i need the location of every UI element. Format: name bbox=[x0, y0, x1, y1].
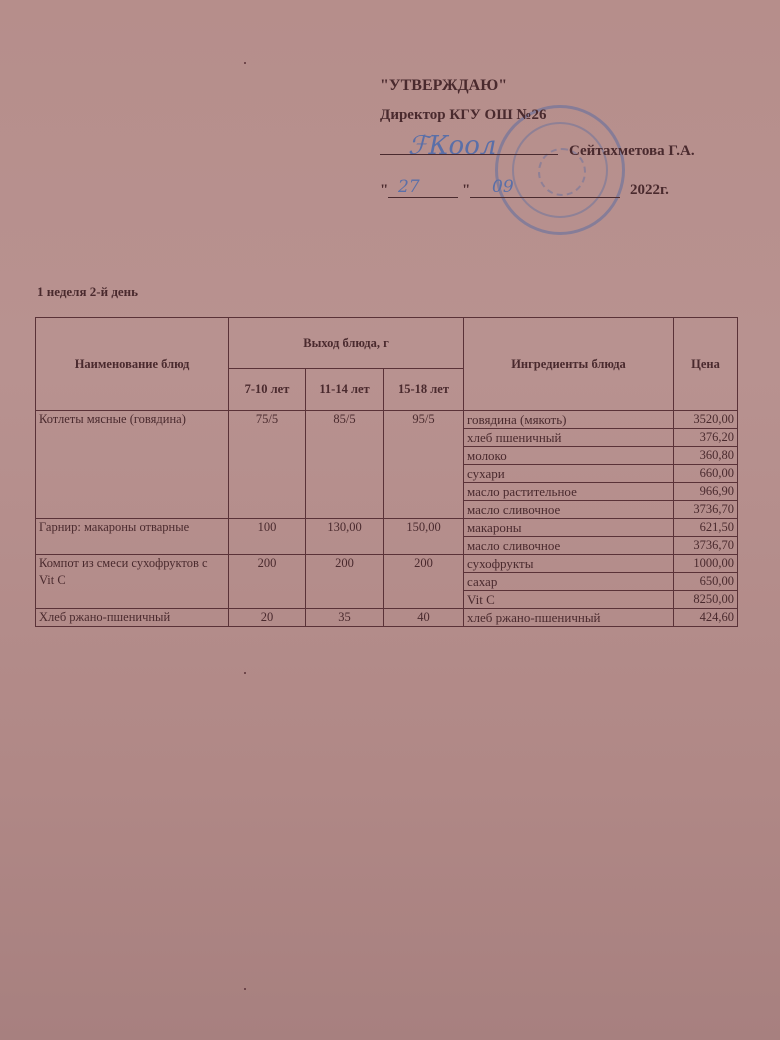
ingredient-price: 3520,00 bbox=[674, 411, 738, 429]
header-dish-name: Наименование блюд bbox=[36, 318, 229, 411]
table-row bbox=[36, 609, 738, 627]
yield-15-18: 40 bbox=[384, 609, 464, 627]
ingredient-name: масло сливочное bbox=[464, 537, 674, 555]
ingredient-name: сухофрукты bbox=[464, 555, 674, 573]
table-row bbox=[36, 519, 738, 537]
speck bbox=[244, 672, 246, 674]
ingredient-name: хлеб пшеничный bbox=[464, 429, 674, 447]
menu-day-title: 1 неделя 2-й день bbox=[37, 284, 139, 299]
yield-15-18: 200 bbox=[384, 555, 464, 609]
ingredient-name: масло растительное bbox=[464, 483, 674, 501]
dish-name: Компот из смеси сухофруктов с Vit C bbox=[36, 555, 229, 609]
yield-7-10: 20 bbox=[229, 609, 306, 627]
yield-15-18: 95/5 bbox=[384, 411, 464, 519]
date-day: 27 bbox=[398, 177, 420, 197]
ingredient-name: сухари bbox=[464, 465, 674, 483]
ingredient-name: говядина (мякоть) bbox=[464, 411, 674, 429]
yield-7-10: 100 bbox=[229, 519, 306, 555]
yield-15-18: 150,00 bbox=[384, 519, 464, 555]
official-seal-stamp bbox=[495, 105, 625, 235]
yield-7-10: 200 bbox=[229, 555, 306, 609]
yield-11-14: 130,00 bbox=[306, 519, 384, 555]
menu-table bbox=[35, 317, 738, 627]
ingredient-price: 650,00 bbox=[674, 573, 738, 591]
ingredient-name: макароны bbox=[464, 519, 674, 537]
date-close-quote: " bbox=[462, 182, 471, 198]
ingredient-price: 621,50 bbox=[674, 519, 738, 537]
day-line bbox=[388, 197, 458, 198]
yield-11-14: 35 bbox=[306, 609, 384, 627]
yield-11-14: 85/5 bbox=[306, 411, 384, 519]
month-line bbox=[470, 197, 620, 198]
header-age-11-14: 11-14 лет bbox=[306, 369, 384, 411]
header-price: Цена bbox=[674, 318, 738, 411]
speck bbox=[244, 988, 246, 990]
date-open-quote: " bbox=[380, 182, 389, 198]
ingredient-name: молоко bbox=[464, 447, 674, 465]
ingredient-price: 424,60 bbox=[674, 609, 738, 627]
ingredient-price: 1000,00 bbox=[674, 555, 738, 573]
date-month: 09 bbox=[492, 177, 514, 197]
speck bbox=[244, 62, 246, 64]
ingredient-price: 8250,00 bbox=[674, 591, 738, 609]
approver-position: Директор КГУ ОШ №26 bbox=[380, 107, 547, 123]
ingredient-name: Vit C bbox=[464, 591, 674, 609]
dish-name: Гарнир: макароны отварные bbox=[36, 519, 229, 555]
ingredient-price: 376,20 bbox=[674, 429, 738, 447]
dish-name: Котлеты мясные (говядина) bbox=[36, 411, 229, 519]
yield-7-10: 75/5 bbox=[229, 411, 306, 519]
ingredient-price: 3736,70 bbox=[674, 501, 738, 519]
header-ingredients: Ингредиенты блюда bbox=[464, 318, 674, 411]
header-yield: Выход блюда, г bbox=[229, 318, 464, 369]
date-year: 2022г. bbox=[630, 182, 669, 198]
dish-name: Хлеб ржано-пшеничный bbox=[36, 609, 229, 627]
signatory-name: Сейтахметова Г.А. bbox=[569, 143, 695, 159]
ingredient-name: сахар bbox=[464, 573, 674, 591]
table-row bbox=[36, 555, 738, 573]
ingredient-name: масло сливочное bbox=[464, 501, 674, 519]
table-row bbox=[36, 411, 738, 429]
handwritten-signature: ℱКоол bbox=[408, 131, 497, 161]
approval-title: "УТВЕРЖДАЮ" bbox=[380, 77, 508, 94]
ingredient-price: 360,80 bbox=[674, 447, 738, 465]
ingredient-price: 966,90 bbox=[674, 483, 738, 501]
signature-line bbox=[380, 154, 558, 155]
ingredient-price: 3736,70 bbox=[674, 537, 738, 555]
header-age-7-10: 7-10 лет bbox=[229, 369, 306, 411]
ingredient-price: 660,00 bbox=[674, 465, 738, 483]
yield-11-14: 200 bbox=[306, 555, 384, 609]
ingredient-name: хлеб ржано-пшеничный bbox=[464, 609, 674, 627]
header-age-15-18: 15-18 лет bbox=[384, 369, 464, 411]
